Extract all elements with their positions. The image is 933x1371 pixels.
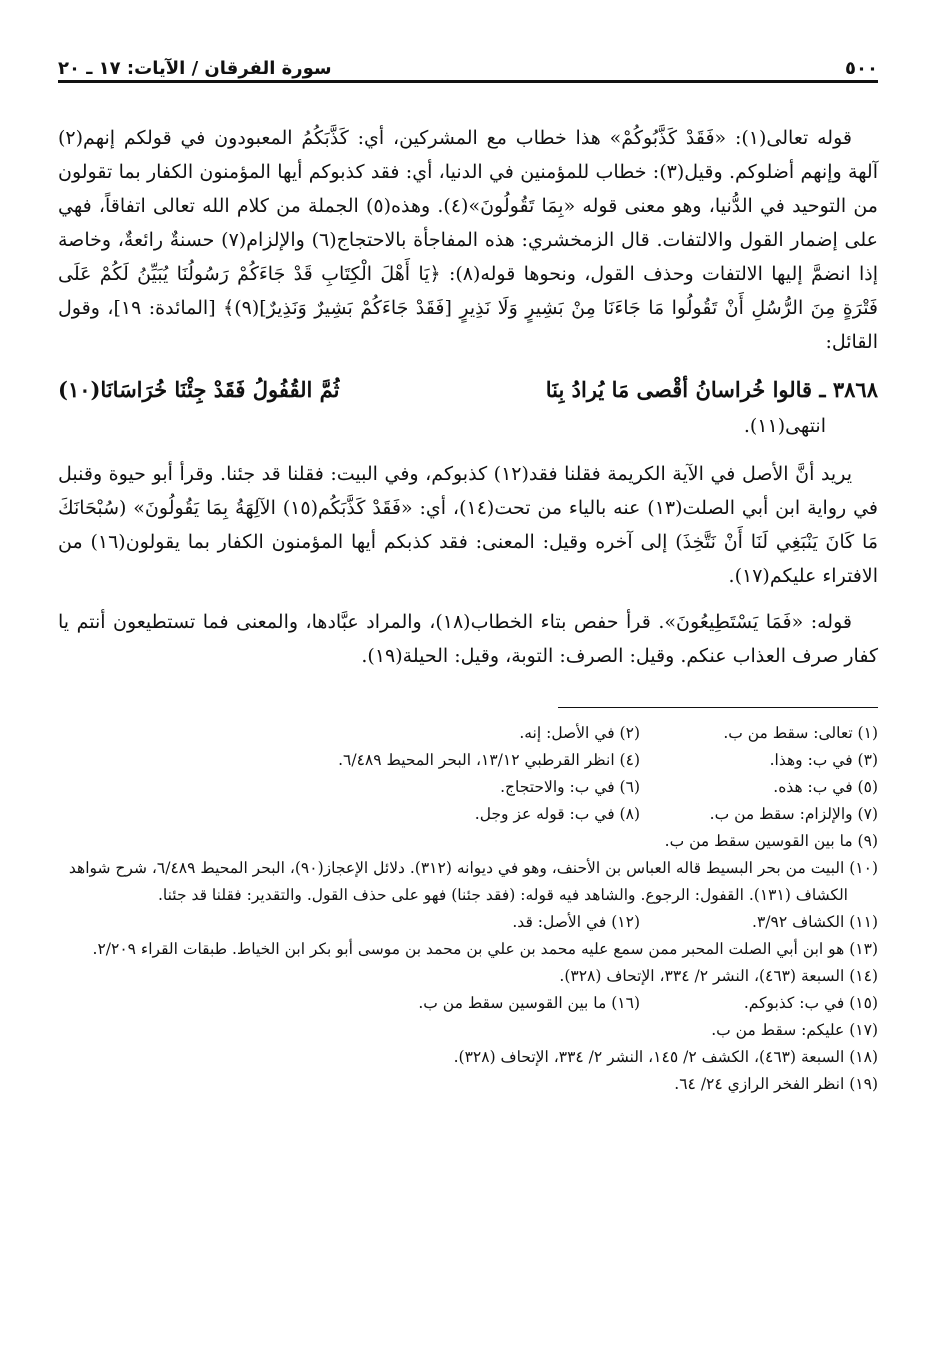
footnote-13: (١٣) هو ابن أبي الصلت المحبر ممن سمع عليه محمد بن علي بن محمد بن موسى أبو بكر ابن الخياط. طبقات القراء ٢/٢٠٩. — [92, 940, 878, 958]
paragraph-3: قوله: «فَمَا يَسْتَطِيعُونَ». قرأ حفص بتاء الخطاب(١٨)، والمراد عبَّادها، والمعنى فما تستطيعون أنتم يا كفار صرف العذاب عنكم. وقيل: الصرف: التوبة، وقيل: الحيلة(١٩). — [58, 611, 878, 667]
page-header — [58, 38, 878, 83]
footnote-9: (٩) ما بين القوسين سقط من ب. — [664, 832, 878, 850]
footnote-10: (١٠) البيت من بحر البسيط قاله العباس بن الأحنف، وهو في ديوانه (٣١٢). دلائل الإعجاز(٩٠)، البحر المحيط ٦/٤٨٩، شرح شواهد الكشاف (١٣١). القفول: الرجوع. والشاهد فيه قوله: (فقد جئنا) فهو على حذف القول. والتقدير: فقلنا قد جئنا. — [68, 859, 878, 904]
footnote-row — [58, 990, 878, 1017]
footnote-3: (٣) في ب: وهذا. — [769, 751, 878, 769]
footnote-12: (١٢) في الأصل: قد. — [512, 913, 640, 931]
verse-end-note: انتهى(١١). — [743, 415, 826, 437]
footnote-5: (٥) في ب: هذه. — [773, 778, 878, 796]
poetry-verse — [58, 371, 878, 409]
book-page — [58, 38, 878, 1098]
footnote-row — [58, 774, 878, 801]
footnote-16: (١٦) ما بين القوسين سقط من ب. — [418, 994, 640, 1012]
footnote-separator — [558, 707, 878, 708]
footnote-2: (٢) في الأصل: إنه. — [519, 724, 640, 742]
footnote-row — [58, 720, 878, 747]
page-number: ٥٠٠ — [845, 58, 878, 79]
footnote-17: (١٧) عليكم: سقط من ب. — [711, 1021, 878, 1039]
main-text — [58, 121, 878, 673]
footnote-8: (٨) في ب: قوله عز وجل. — [474, 805, 640, 823]
running-title: سورة الفرقان / الآيات: ١٧ ـ ٢٠ — [58, 58, 332, 79]
footnote-11: (١١) الكشاف ٣/٩٢. — [752, 913, 878, 931]
footnote-row — [58, 801, 878, 828]
footnote-row — [58, 747, 878, 774]
verse-first-hemistich: ٣٨٦٨ ـ قالوا خُراسانُ أقْصى مَا يُرادُ بِنَا — [545, 377, 878, 402]
footnote-15: (١٥) في ب: كذبوكم. — [743, 994, 878, 1012]
footnote-7: (٧) والإلزام: سقط من ب. — [709, 805, 878, 823]
paragraph-2: يريد أنَّ الأصل في الآية الكريمة فقلنا فقد(١٢) كذبوكم، وفي البيت: فقلنا قد جئنا. وقرأ أبو حيوة وقنبل في رواية ابن أبي الصلت(١٣) عنه بالياء من تحت(١٤)، أي: «فَقَدْ كَذَّبَكُم(١٥) الآلِهَةُ بِمَا يَقُولُونَ» (سُبْحَانَكَ مَا كَانَ يَنْبَغِي لَنَا أَنْ نَتَّخِذَ) إلى آخره وقيل: المعنى: فقد كذبكم أيها المؤمنون الكفار بما يقولون(١٦) من الافتراء عليكم(١٧). — [58, 463, 879, 587]
footnote-1: (١) تعالى: سقط من ب. — [723, 724, 878, 742]
footnote-row — [58, 909, 878, 936]
footnote-4: (٤) انظر القرطبي ١٣/١٢، البحر المحيط ٦/٤٨٩. — [338, 751, 640, 769]
verse-second-hemistich: ثُمَّ القُفُولُ فَقَدْ جِئْنَا خُرَاسَانَا(١٠) — [58, 377, 340, 402]
footnotes — [58, 720, 878, 1098]
footnote-19: (١٩) انظر الفخر الرازي ٢٤/ ٦٤. — [674, 1075, 878, 1093]
footnote-6: (٦) في ب: والاحتجاج. — [500, 778, 640, 796]
footnote-14: (١٤) السبعة (٤٦٣)، النشر ٢/ ٣٣٤، الإتحاف (٣٢٨). — [559, 967, 878, 985]
paragraph-1: قوله تعالى(١): «فَقَدْ كَذَّبُوكُمْ» هذا خطاب مع المشركين، أي: كَذَّبَكُمُ المعبودون في قولكم إنهم(٢) آلهة وإنهم أضلوكم. وقيل(٣): خطاب للمؤمنين في الدنيا، أي: فقد كذبوكم أيها المؤمنون الكفار بما تقولون من التوحيد في الدُّنيا، وهو معنى قوله «بِمَا تَقُولُونَ»(٤). وهذه(٥) الجملة من كلام الله تعالى اتفاقاً، فهي على إضمار القول والالتفات. قال الزمخشري: هذه المفاجأة بالاحتجاج(٦) والإلزام(٧) حسنةٌ رائعةٌ، وخاصة إذا انضمَّ إليها الالتفات وحذف القول، ونحوها قوله(٨): ﴿يَا أَهْلَ الْكِتَابِ قَدْ جَاءَكُمْ رَسُولُنَا يُبَيِّنُ لَكُمْ عَلَى فَتْرَةٍ مِنَ الرُّسُلِ أَنْ تَقُولُوا مَا جَاءَنَا مِنْ بَشِيرٍ وَلَا نَذِيرٍ [فَقَدْ جَاءَكُمْ بَشِيرٌ وَنَذِيرٌ](٩)﴾ [المائدة: ١٩]، وقول القائل: — [58, 127, 879, 353]
footnote-18: (١٨) السبعة (٤٦٣)، الكشف ٢/ ١٤٥، النشر ٢/ ٣٣٤، الإتحاف (٣٢٨). — [453, 1048, 878, 1066]
